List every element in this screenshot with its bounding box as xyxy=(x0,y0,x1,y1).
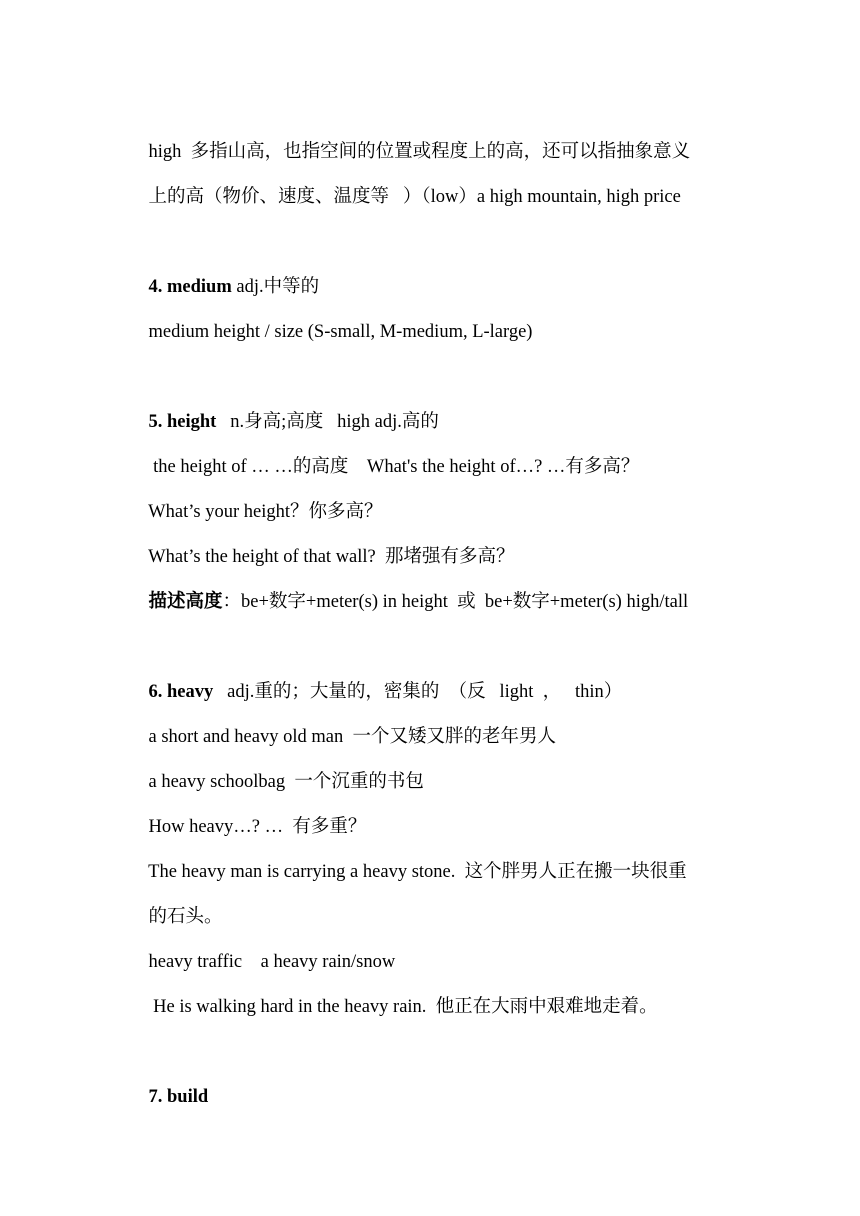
text-line-high-desc-2 xyxy=(130,161,740,233)
entry-number-word: 7. build xyxy=(148,1087,209,1107)
text-segment: ：be+数字+meter(s) in height 或 be+数字+meter(s) high/tall xyxy=(222,592,689,612)
text-segment: medium height / size (S-small, M-medium, L-large) xyxy=(148,322,533,342)
entry-heading-build xyxy=(130,1061,740,1133)
text-segment: a heavy schoolbag 一个沉重的书包 xyxy=(148,772,424,792)
text-segment-bold: 描述高度 xyxy=(148,592,223,612)
entry-number-word: 5. height xyxy=(148,412,217,432)
text-segment: 上的高（物价、速度、温度等 ）（low）a high mountain, high price xyxy=(148,187,681,207)
text-line-heavy-ex-7 xyxy=(130,971,740,1043)
text-segment: high 多指山高，也指空间的位置或程度上的高，还可以指抽象意义 xyxy=(148,142,691,162)
text-segment: What’s your height？你多高？ xyxy=(148,502,383,522)
entry-definition: adj.重的；大量的，密集的 （反 light ， thin） xyxy=(213,682,623,702)
text-segment: heavy traffic a heavy rain/snow xyxy=(148,952,396,972)
text-segment: The heavy man is carrying a heavy stone. 这个胖男人正在搬一块很重 xyxy=(148,862,687,882)
text-segment: How heavy…? … 有多重？ xyxy=(148,817,367,837)
text-line-medium-ex xyxy=(130,296,740,368)
text-segment: a short and heavy old man 一个又矮又胖的老年男人 xyxy=(148,727,556,747)
text-line-height-ex-4 xyxy=(130,566,740,638)
text-segment: He is walking hard in the heavy rain. 他正在大雨中艰难地走着。 xyxy=(148,997,658,1017)
entry-definition: adj.中等的 xyxy=(231,277,320,297)
text-segment: What’s the height of that wall? 那堵强有多高？ xyxy=(148,547,515,567)
entry-number-word: 4. medium xyxy=(148,277,232,297)
text-segment: 的石头。 xyxy=(148,907,223,927)
text-segment: the height of … …的高度 What's the height of…? …有多高？ xyxy=(148,457,640,477)
entry-definition: n.身高;高度 high adj.高的 xyxy=(216,412,439,432)
entry-number-word: 6. heavy xyxy=(148,682,214,702)
